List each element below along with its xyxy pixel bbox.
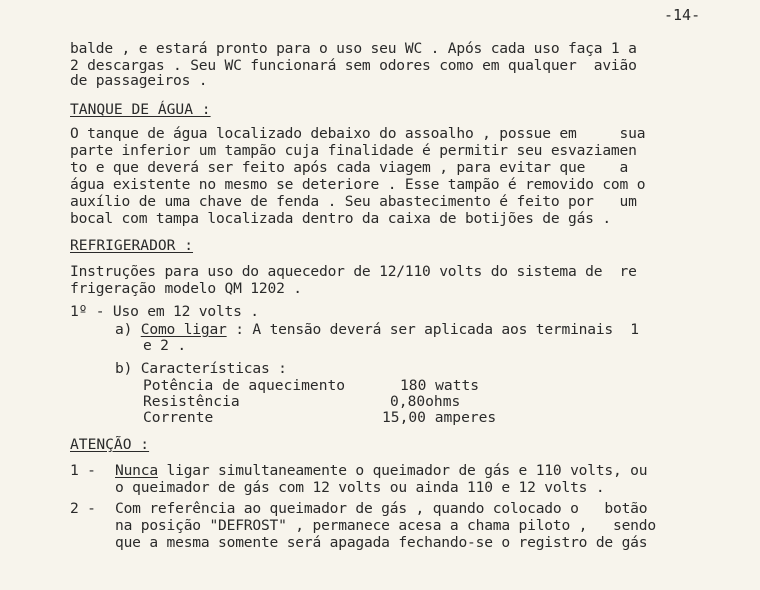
tanque-line: auxílio de uma chave de fenda . Seu abastecimento é feito por um [70, 193, 637, 210]
tanque-line: to e que deverá ser feito após cada viagem , para evitar que a [70, 159, 629, 176]
item-a-text: : A tensão deverá ser aplicada aos terminais 1 [226, 321, 639, 338]
atencao-item1-nunca: Nunca [115, 462, 158, 479]
tanque-line: parte inferior um tampão cuja finalidade é permitir seu esvaziamen [70, 142, 637, 159]
atencao-item1-num: 1 - [70, 462, 96, 479]
item-a-prefix: a) [115, 321, 141, 338]
page-number: -14- [664, 6, 701, 24]
item-b-label: b) Características : [115, 360, 287, 377]
section-heading-tanque: TANQUE DE ÁGUA : [70, 101, 211, 118]
intro-line: de passageiros . [70, 72, 208, 89]
atencao-item1-line [115, 462, 715, 480]
refrigerador-intro-line: Instruções para uso do aquecedor de 12/110 volts do sistema de re [70, 263, 637, 280]
atencao-item1-line2: o queimador de gás com 12 volts ou ainda 110 e 12 volts . [115, 479, 605, 496]
spec-label: Potência de aquecimento [143, 377, 346, 394]
tanque-line: O tanque de água localizado debaixo do assoalho , possue em sua [70, 125, 646, 142]
atencao-item1-text: ligar simultaneamente o queimador de gás e 110 volts, ou [157, 462, 648, 479]
spec-label: Corrente [143, 409, 214, 426]
atencao-item2-line: na posição "DEFROST" , permanece acesa a chama piloto , sendo [115, 517, 656, 534]
intro-line: balde , e estará pronto para o uso seu WC . Após cada uso faça 1 a [70, 40, 637, 57]
atencao-item2-line: que a mesma somente será apagada fechando-se o registro de gás [115, 534, 648, 551]
section-heading-atencao: ATENÇÃO : [70, 436, 150, 453]
spec-value: 180 watts [400, 377, 480, 394]
atencao-item2-line: Com referência ao queimador de gás , quando colocado o botão [115, 500, 648, 517]
tanque-line: bocal com tampa localizada dentro da caixa de botijões de gás . [70, 210, 611, 227]
item-a-line2: e 2 . [143, 337, 186, 354]
spec-value: 15,00 amperes [382, 409, 497, 426]
section-heading-refrigerador: REFRIGERADOR : [70, 237, 194, 254]
intro-line: 2 descargas . Seu WC funcionará sem odores como em qualquer avião [70, 57, 637, 74]
tanque-line: água existente no mesmo se deteriore . Esse tampão é removido com o [70, 176, 646, 193]
spec-value: 0,80ohms [390, 393, 461, 410]
refrigerador-intro-line: frigeração modelo QM 1202 . [70, 280, 302, 297]
atencao-item2-num: 2 - [70, 500, 96, 517]
item-a-como-ligar: Como ligar [140, 321, 227, 338]
item-uso-12-volts: 1º - Uso em 12 volts . [70, 303, 259, 320]
spec-label: Resistência [143, 393, 240, 410]
